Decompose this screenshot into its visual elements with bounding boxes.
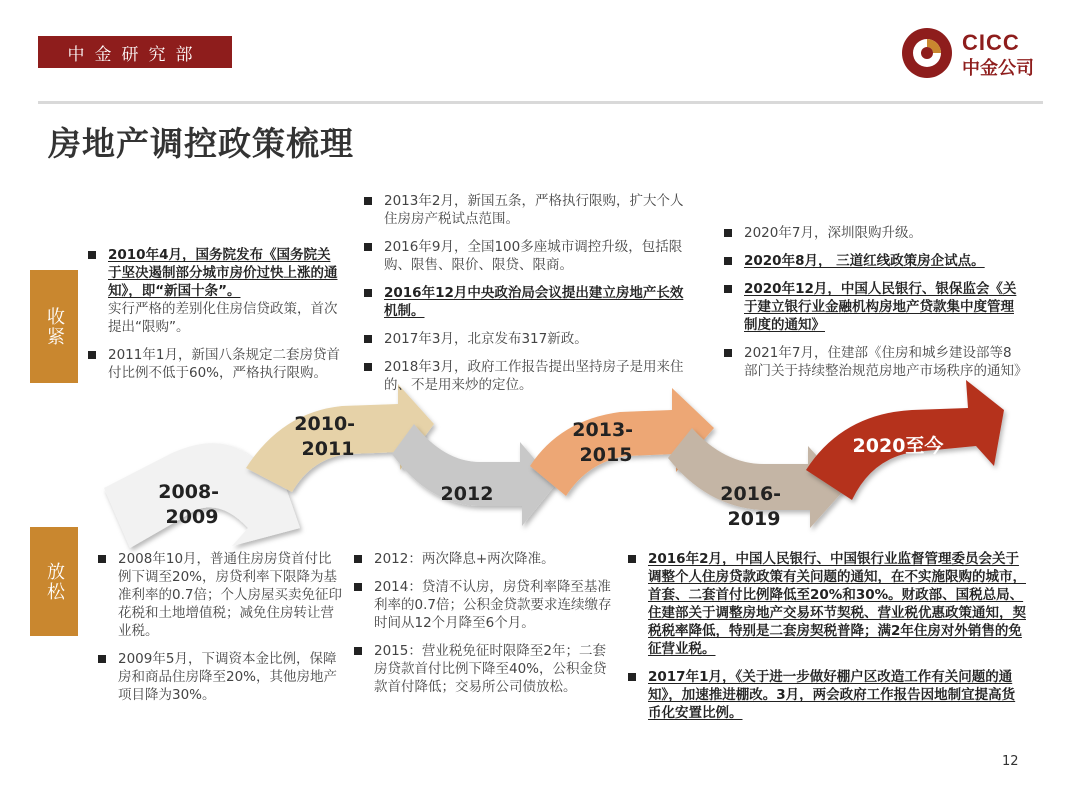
phase-label-2013-line2: 2015 bbox=[579, 444, 633, 466]
page-number: 12 bbox=[1002, 754, 1019, 769]
phase-label-2008-line2: 2009 bbox=[165, 506, 219, 528]
tighten-column-1 bbox=[86, 246, 342, 392]
tighten-column-2 bbox=[362, 192, 692, 404]
phase-label-2012-line1: 2012 bbox=[440, 483, 494, 505]
policy-item bbox=[96, 550, 342, 640]
policy-highlight: 2020年12月，中国人民银行、银保监会《关于建立银行业金融机构房地产贷款集中度管理制度的通知》 bbox=[744, 281, 1017, 333]
loosen-column-2 bbox=[352, 550, 612, 706]
policy-highlight: 2016年2月，中国人民银行、中国银行业监督管理委员会关于调整个人住房贷款政策有关问题的通知，在不实施限购的城市，首套、二套首付比例降低至20%和30%。财政部、国税总局、住建部关于调整房地产交易环节契税、营业税优惠政策通知，契税税率降低，特别是二套房契税普降；满2年住房对外销售的免征营业税。 bbox=[648, 551, 1026, 657]
policy-text: 2016年9月，全国100多座城市调控升级，包括限购、限售、限价、限贷、限商。 bbox=[384, 239, 683, 273]
policy-item bbox=[362, 284, 692, 320]
phase-label-2013-line1: 2013- bbox=[572, 419, 634, 441]
policy-text: 2020年7月，深圳限购升级。 bbox=[744, 225, 922, 241]
phase-label-2013 bbox=[572, 419, 639, 466]
policy-item bbox=[362, 192, 692, 228]
department-label: 中金研究部 bbox=[38, 36, 232, 68]
policy-text: 2008年10月，普通住房房贷首付比例下调至20%，房贷利率下限降为基准利率的0.7倍；个人房屋买卖免征印花税和土地增值税；减免住房转让营业税。 bbox=[118, 551, 342, 639]
tighten-column-3 bbox=[722, 224, 1028, 390]
policy-item bbox=[86, 346, 342, 382]
loosen-tag: 放松 bbox=[30, 527, 78, 636]
policy-highlight: 2020年8月， 三道红线政策房企试点。 bbox=[744, 253, 985, 269]
phase-label-2020 bbox=[853, 434, 944, 457]
policy-item bbox=[362, 330, 692, 348]
phase-label-2010-line1: 2010- bbox=[294, 413, 356, 435]
policy-text: 2013年2月，新国五条，严格执行限购，扩大个人住房房产税试点范围。 bbox=[384, 193, 684, 227]
loosen-column-3 bbox=[626, 550, 1026, 732]
phase-label-2008-line1: 2008- bbox=[158, 481, 220, 503]
policy-text: 2018年3月，政府工作报告提出坚持房子是用来住的、不是用来炒的定位。 bbox=[384, 359, 684, 393]
phase-label-2012 bbox=[441, 483, 494, 505]
page-title: 房地产调控政策梳理 bbox=[48, 124, 354, 163]
logo-text-cn: 中金公司 bbox=[962, 58, 1034, 79]
policy-item bbox=[722, 280, 1022, 334]
policy-text: 2014：贷清不认房，房贷利率降至基准利率的0.7倍；公积金贷款要求连续缴存时间从12个月降至6个月。 bbox=[374, 579, 612, 631]
policy-item bbox=[362, 238, 692, 274]
policy-item bbox=[86, 246, 342, 336]
policy-item bbox=[626, 550, 1026, 658]
policy-item bbox=[352, 550, 612, 568]
phase-label-2016 bbox=[720, 483, 787, 530]
policy-text: 2009年5月，下调资本金比例，保障房和商品住房降至20%，其他房地产项目降为30%。 bbox=[118, 651, 338, 703]
policy-text: 2012：两次降息+两次降准。 bbox=[374, 551, 555, 567]
policy-text: 2021年7月，住建部《住房和城乡建设部等8部门关于持续整治规范房地产市场秩序的通知》 bbox=[744, 345, 1028, 379]
phase-label-2010 bbox=[294, 413, 361, 460]
policy-highlight: 2016年12月中央政治局会议提出建立房地产长效机制。 bbox=[384, 285, 684, 319]
phase-label-2016-line1: 2016- bbox=[720, 483, 782, 505]
phase-label-2020-line1: 2020至今 bbox=[852, 435, 944, 457]
logo-text-en: CICC bbox=[962, 30, 1020, 55]
policy-item bbox=[352, 578, 612, 632]
policy-item bbox=[722, 224, 1022, 242]
phase-label-2016-line2: 2019 bbox=[727, 508, 781, 530]
policy-item bbox=[96, 650, 342, 704]
policy-text: 实行严格的差别化住房信贷政策，首次提出“限购”。 bbox=[108, 301, 338, 335]
policy-item bbox=[722, 252, 1022, 270]
policy-item bbox=[626, 668, 1026, 722]
policy-text: 2017年3月，北京发布317新政。 bbox=[384, 331, 588, 347]
phase-label-2010-line2: 2011 bbox=[301, 438, 355, 460]
policy-item bbox=[352, 642, 612, 696]
policy-highlight: 2010年4月，国务院发布《国务院关于坚决遏制部分城市房价过快上涨的通知》，即“新国十条”。 bbox=[108, 247, 338, 299]
policy-text: 2015：营业税免征时限降至2年；二套房贷款首付比例下降至40%，公积金贷款首付降低；交易所公司债放松。 bbox=[374, 643, 607, 695]
tighten-tag: 收紧 bbox=[30, 270, 78, 383]
policy-item bbox=[362, 358, 692, 394]
policy-text: 2011年1月，新国八条规定二套房贷首付比例不低于60%，严格执行限购。 bbox=[108, 347, 340, 381]
policy-item bbox=[722, 344, 1028, 380]
phase-label-2008 bbox=[158, 481, 225, 528]
policy-highlight: 2017年1月，《关于进一步做好棚户区改造工作有关问题的通知》，加速推进棚改。3月，两会政府工作报告因地制宜提高货币化安置比例。 bbox=[648, 669, 1016, 721]
loosen-column-1 bbox=[96, 550, 342, 714]
